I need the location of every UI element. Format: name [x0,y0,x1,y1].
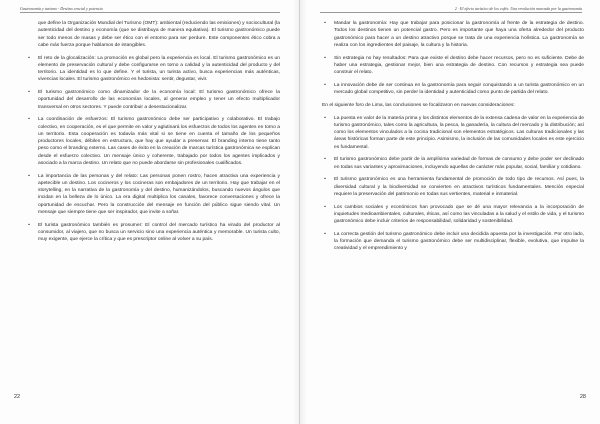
right-page [300,0,600,424]
left-running-header: Gastronomía y turismo - Destino crucial y potencia [20,6,280,13]
bullet-text: Mandar la gastronomía: Hay que trabajar para posicionar la gastronomía al frente de la estrategia de destino. Todos los destinos tienen un potencial gastro. Pero es importante que haya una oferta alrededor del producto gastronómico para hacer a un destino atractivo porque se trata de una experiencia holística. La gastronomía se realiza con los ingredientes del paisaje, la cultura y la historia. [334,21,584,48]
bullet-item [322,231,584,253]
bullet-text: El turista gastronómico también es prosumer: El control del mercado turístico ha virado del productor al consumidor, al viajero, que no busca un servicio sino una experiencia auténtica y memorable. Un turista culto, muy exigente, que ejerce la crítica y que es prescriptor online al volver a su país. [38,222,280,242]
bullet-marker: • [324,21,326,26]
left-page-number: 22 [14,394,21,400]
intro-continuation: que define la Organización Mundial del Turismo (OMT): ambiental (reduciendo las emisiones) y sociocultural (la autenticidad del destino y economía (que se distribuya de manera equitativa). El turismo gastronómico puede ser todo menos de masas y debe ser ético con el entorno para ser perdure. Este componentes ético cobra a cabe más fuerza porque hablamos de intangibles. [38,21,280,48]
bullet-marker: • [324,115,326,121]
left-text-column [26,20,280,249]
bullet-text: Sin estrategia no hay resultados: Para que existe el destino debe hacer recursos, pero no es suficiente. Debe de haber una estrategia, gestionar mejor, bien una estrategia de destino. Con recursos y estrategia sea puede construir el relato. [334,55,584,75]
bullet-text: La puesta en valor de la materia prima y los distintos elementos de la extensa cadena de valor en la experiencia de turismo gastronómico, tales como la agricultura, la pesca, la ganadería, la cultura del mercado y la distribución; así como los elementos vinculados a la cocina tradicional son elementos estratégicos. Las culturas tradicionales y las áreas históricas forman parte de este principio. Asimismo, la inclusión de las comunidades locales es este ejercicio es fundamental. [334,115,584,150]
section-intro: En el siguiente foro de Lima, las conclusiones se focalizaron en nuevas consideraciones: [322,102,515,108]
right-bullet-list-bottom [322,115,584,253]
bullet-item [26,173,280,217]
right-bullet-list-top [322,20,584,96]
bullet-item [26,89,280,111]
bullet-marker: • [28,173,30,179]
bullet-text: El turismo gastronómico debe partir de la amplísima variedad de formas de consumo y debe poder ser declinado en todas sus variantes y aproximaciones, incluyendo aquellas de carácter más popular, social, familiar y cotidiano. [334,157,584,170]
book-gutter [293,0,307,424]
bullet-item [26,222,280,244]
bullet-text: La importancia de las personas y del relato: Las personas ponen rostro, hacen atractiva una experiencia y apetecible un destino. Los cocineros y los cocineras son embajadores de un territorio. Hay que trabajar en el storytelling, en la narrativa de la gastronomía y del destino, humanizándolos, buscando nuevos ángulos que incidan en la belleza de lo único. La era digital multiplica los canales, favorece conversaciones y ofrece la oportunidad de escuchar. Pero la construcción del mensaje en función del público sigue siendo vital. Un mensaje que siempre tiene que ser inspirador, que invite a soñar. [38,173,280,215]
bullet-item [322,156,584,171]
bullet-marker: • [324,55,326,61]
right-page-number: 28 [579,394,586,400]
bullet-item [322,115,584,151]
right-text-column [322,20,584,258]
bullet-text: El reto de la glocalización: La promoción es global pero la experiencia es local. El turismo gastronómico es un elemento de preservación cultural y debe configurarse en torno a calidad y la autenticidad del producto y del territorio. La identidad es lo que define. Y el turista, un turista activo, busca experiencias más auténticas, vivencias locales. El turismo gastronómico es hedonista: sentir, degustar, vivir. [38,55,280,83]
bullet-item [322,55,584,77]
bullet-marker: • [324,82,326,88]
bullet-item [26,116,280,167]
bullet-text: La correcta gestión del turismo gastronómico debe incluir una decidida apuesta por la investigación. Por otro lado, la formación que demanda el turismo gastronómico debe ser multidisciplinar, flexible, evolutiva, que impulse la creatividad y el emprendimiento y [334,231,584,252]
bullet-marker: • [28,117,30,123]
bullet-text: La coordinación de esfuerzos: El turismo gastronómico debe ser participativo y colaborativo. El trabajo colectivo, en cooperación, es el que permite en valor y aglutinará los esfuerzos de todos los agentes en torno a un territorio. Esta cooperación es todavía más vital si se tiene en cuenta el tamaño de los pequeños productores locales, débiles en estructura, que hay que ayudar a preservar. El branding interno tiene tanto peso como el branding externo. Las cases de éxito en la creación de marcas turística gastronómica se explican desde el esfuerzo colectivo. Un mensaje único y coherente, trabajado por todos los agentes implicados y asociado a la marca destino. Un relato que no puede abordarse sin profesionales cualificados. [38,117,280,166]
bullet-marker: • [324,177,326,183]
bullet-item [322,82,584,97]
bullet-item [26,55,280,84]
bullet-text: El turismo gastronómico es una herramienta fundamental de promoción de todo tipo de recursos. Así pues, la diversidad cultural y la biodiversidad se convierten en atractivos turísticos fundamentales. Mención especial requiere la preservación del patrimonio en todas sus vertientes, material e inmaterial. [334,177,584,197]
bullet-text: Los cambios sociales y económicos han provocado que se dé una mayor relevancia a la incorporación de inquietudes medioambientales, culturales, éticas, así como las vinculadas a la salud y el estilo de vida, y el turismo gastronómico debe incluir criterios de responsabilidad, solidaridad y sostenibilidad. [334,204,584,224]
bullet-marker: • [324,231,326,237]
bullet-marker: • [324,157,326,163]
bullet-marker: • [324,204,326,210]
bullet-marker: • [28,55,30,61]
right-running-header: 2 · El efecto turístico de los cafés: Una revolución marcada por la gastronomía [320,6,582,13]
bullet-text: El turismo gastronómico como dinamizador de la economía local: El turismo gastronómico ofrece la oportunidad del desarrollo de las economías locales, al generar empleo y tener un efecto multiplicador transversal en otros sectores. Y puede contribuir a desestacionalizar. [38,90,280,110]
bullet-text: La innovación debe de ser continua en la gastronomía para seguir conquistando a un turista gastronómico en un mercado global competitivo, sin perder la identidad y autenticidad como punto de partida del relato. [334,82,584,95]
left-bullet-list [26,55,280,244]
bullet-marker: • [28,90,30,95]
bullet-marker: • [28,222,30,228]
bullet-item [322,176,584,198]
bullet-item [322,204,584,226]
bullet-item [322,20,584,49]
